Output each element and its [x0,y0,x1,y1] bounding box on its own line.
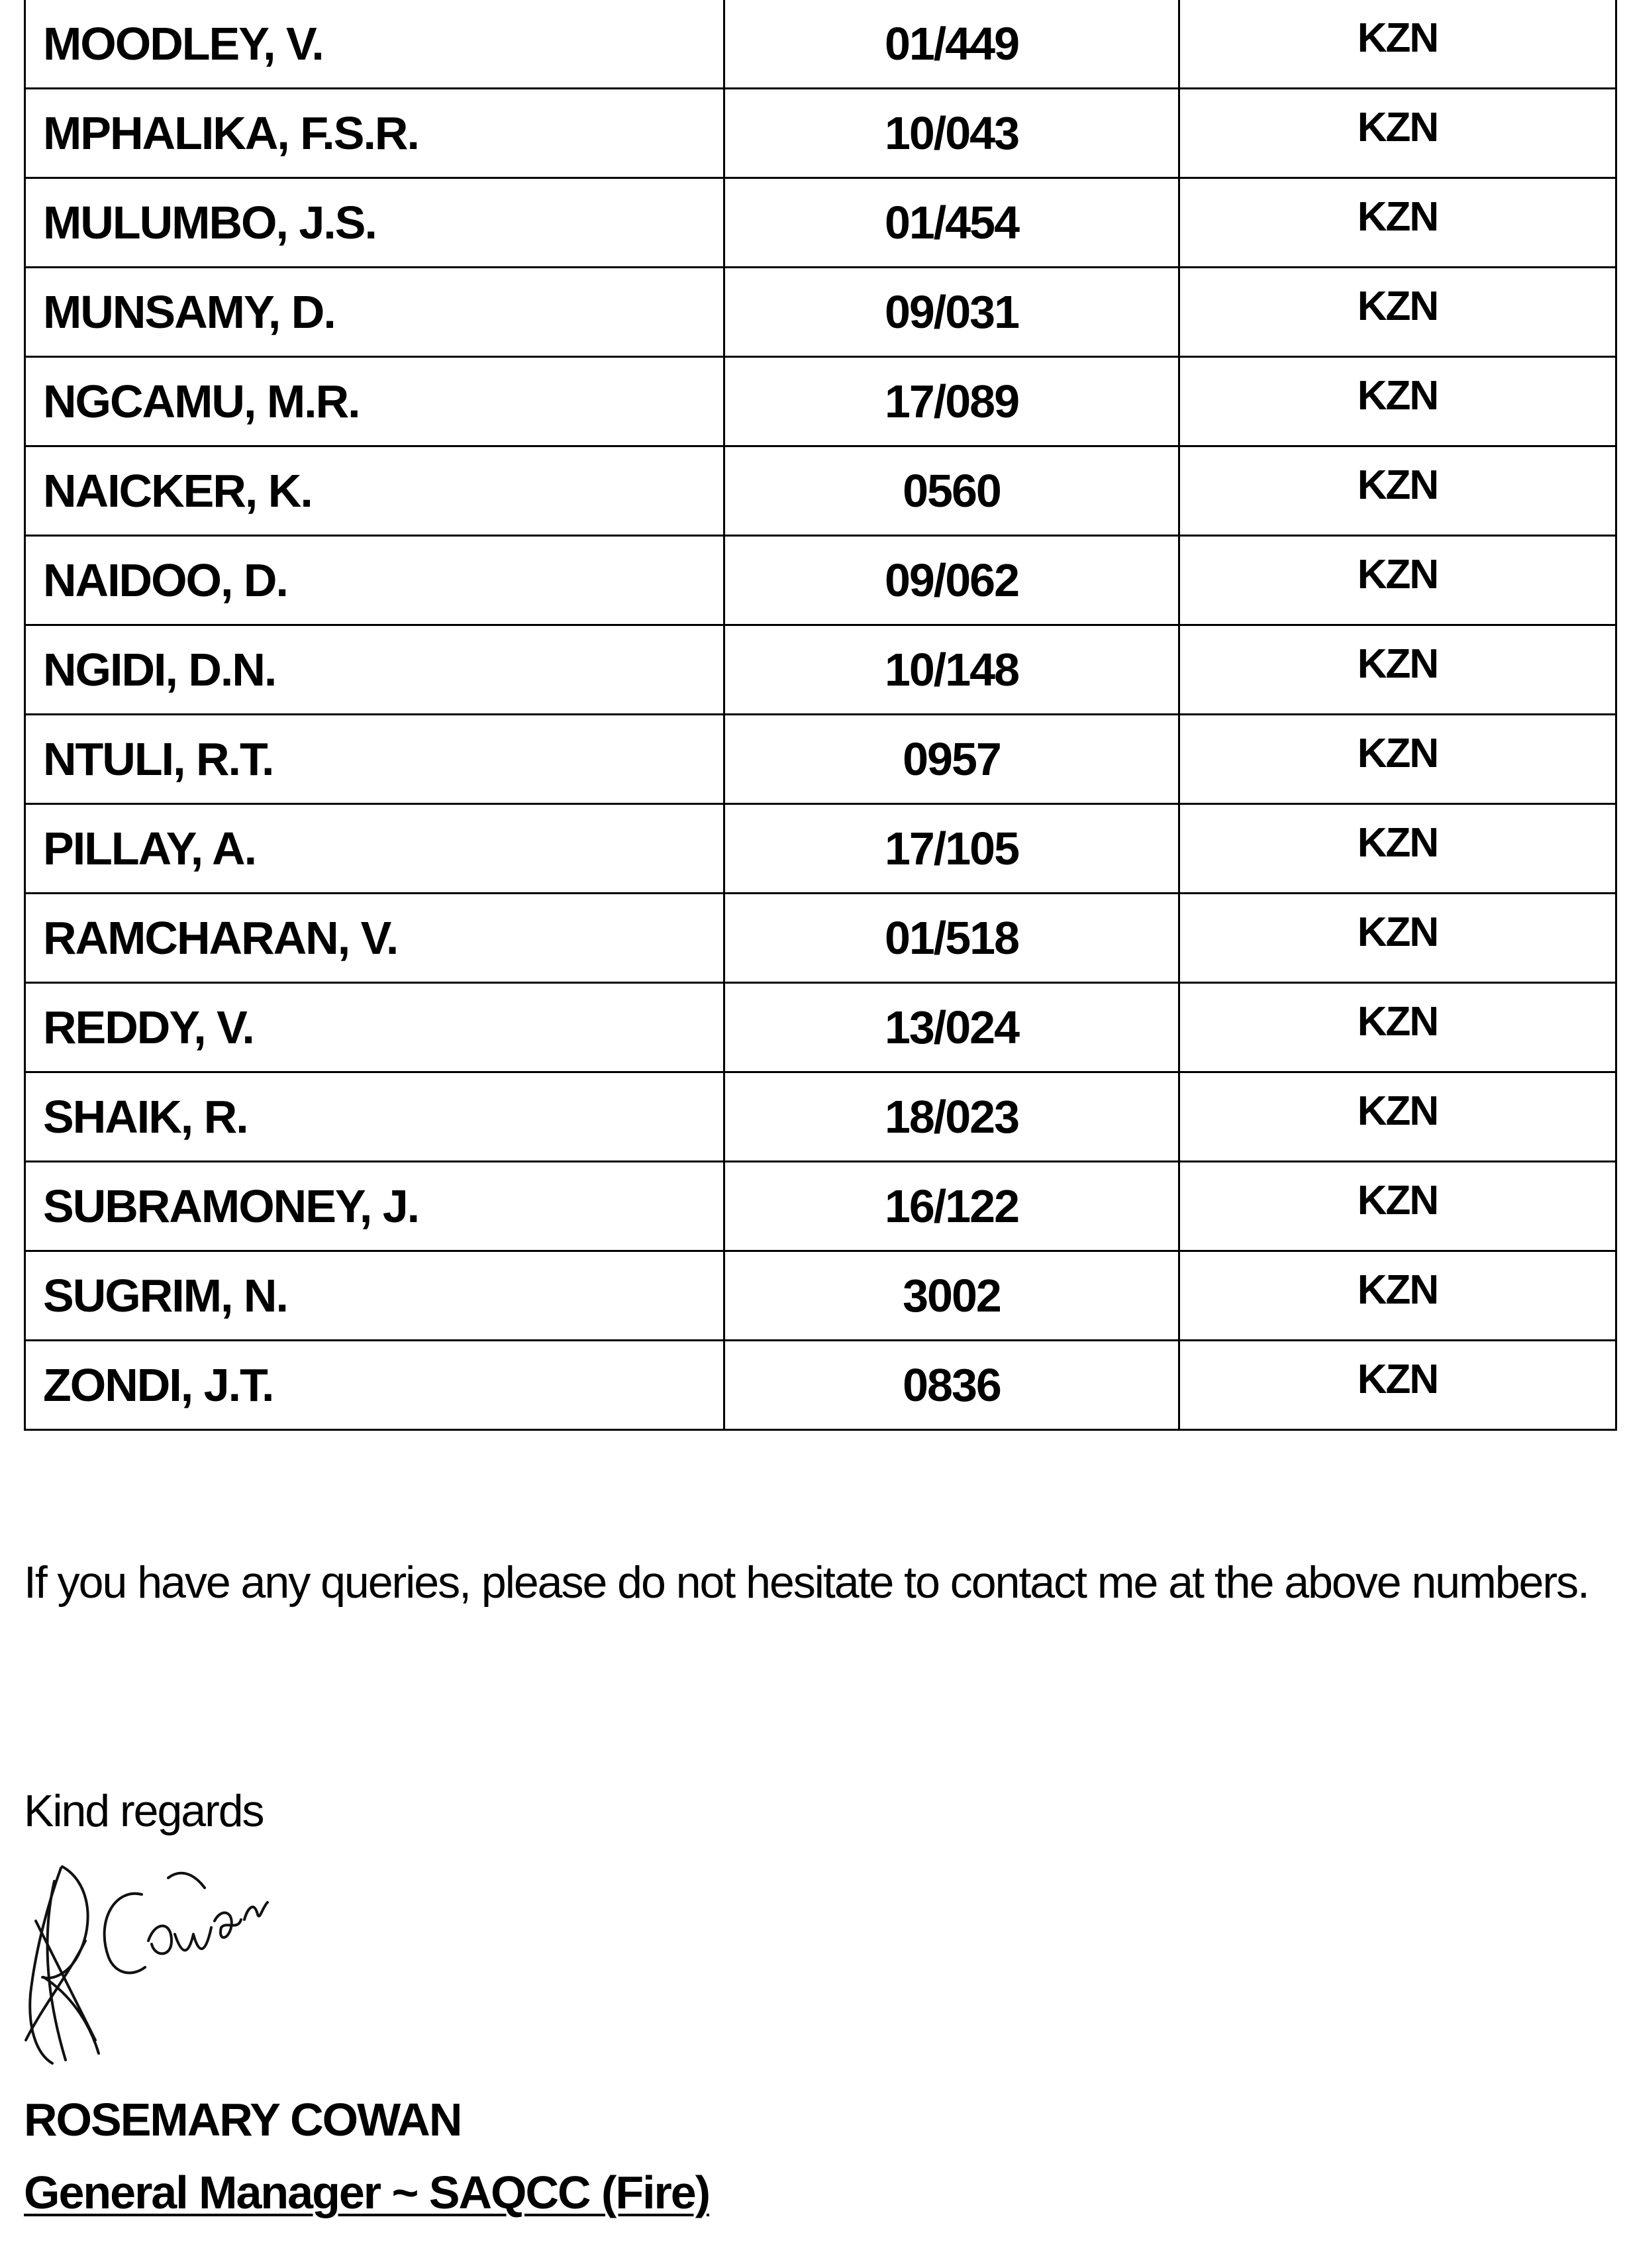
table-row [25,357,1616,446]
province-cell: KZN [1179,446,1616,536]
name-cell: MULUMBO, J.S. [25,178,724,268]
table-row [25,536,1616,625]
name-cell: NGIDI, D.N. [25,625,724,715]
table-row [25,268,1616,357]
province-cell: KZN [1179,894,1616,983]
province-cell: KZN [1179,0,1616,89]
province-cell: KZN [1179,268,1616,357]
table-row [25,715,1616,804]
province-cell: KZN [1179,89,1616,178]
registration-number-cell: 01/454 [724,178,1179,268]
name-cell: RAMCHARAN, V. [25,894,724,983]
registration-number-cell: 18/023 [724,1072,1179,1162]
table-row [25,983,1616,1072]
registration-number-cell: 09/031 [724,268,1179,357]
registration-number-cell: 17/105 [724,804,1179,894]
table-row [25,1341,1616,1430]
province-cell: KZN [1179,357,1616,446]
register-table [24,0,1617,1431]
name-cell: MOODLEY, V. [25,0,724,89]
table-row [25,1162,1616,1251]
name-cell: NTULI, R.T. [25,715,724,804]
name-cell: NAIDOO, D. [25,536,724,625]
name-cell: ZONDI, J.T. [25,1341,724,1430]
province-cell: KZN [1179,1341,1616,1430]
table-row [25,804,1616,894]
signer-name: ROSEMARY COWAN [24,2094,462,2145]
handwritten-signature [16,1841,294,2093]
registration-number-cell: 3002 [724,1251,1179,1341]
name-cell: PILLAY, A. [25,804,724,894]
name-cell: REDDY, V. [25,983,724,1072]
registration-number-cell: 16/122 [724,1162,1179,1251]
signer-title: General Manager ~ SAQCC (Fire) [24,2167,710,2218]
province-cell: KZN [1179,804,1616,894]
registration-number-cell: 10/148 [724,625,1179,715]
province-cell: KZN [1179,625,1616,715]
registration-number-cell: 09/062 [724,536,1179,625]
register-table-body [25,0,1616,1430]
registration-number-cell: 17/089 [724,357,1179,446]
registration-number-cell: 01/449 [724,0,1179,89]
table-row [25,89,1616,178]
name-cell: MUNSAMY, D. [25,268,724,357]
table-row [25,446,1616,536]
registration-number-cell: 01/518 [724,894,1179,983]
name-cell: SUGRIM, N. [25,1251,724,1341]
province-cell: KZN [1179,178,1616,268]
table-row [25,1251,1616,1341]
name-cell: MPHALIKA, F.S.R. [25,89,724,178]
registration-number-cell: 13/024 [724,983,1179,1072]
registration-number-cell: 0836 [724,1341,1179,1430]
name-cell: NAICKER, K. [25,446,724,536]
table-row [25,0,1616,89]
registration-number-cell: 10/043 [724,89,1179,178]
table-row [25,894,1616,983]
province-cell: KZN [1179,715,1616,804]
registration-number-cell: 0957 [724,715,1179,804]
registration-number-cell: 0560 [724,446,1179,536]
province-cell: KZN [1179,1251,1616,1341]
table-row [25,1072,1616,1162]
name-cell: SHAIK, R. [25,1072,724,1162]
name-cell: SUBRAMONEY, J. [25,1162,724,1251]
table-row [25,178,1616,268]
province-cell: KZN [1179,983,1616,1072]
closing-text: Kind regards [24,1786,264,1836]
table-row [25,625,1616,715]
province-cell: KZN [1179,1162,1616,1251]
province-cell: KZN [1179,1072,1616,1162]
queries-paragraph: If you have any queries, please do not hesitate to contact me at the above numbers. [24,1557,1589,1608]
name-cell: NGCAMU, M.R. [25,357,724,446]
province-cell: KZN [1179,536,1616,625]
